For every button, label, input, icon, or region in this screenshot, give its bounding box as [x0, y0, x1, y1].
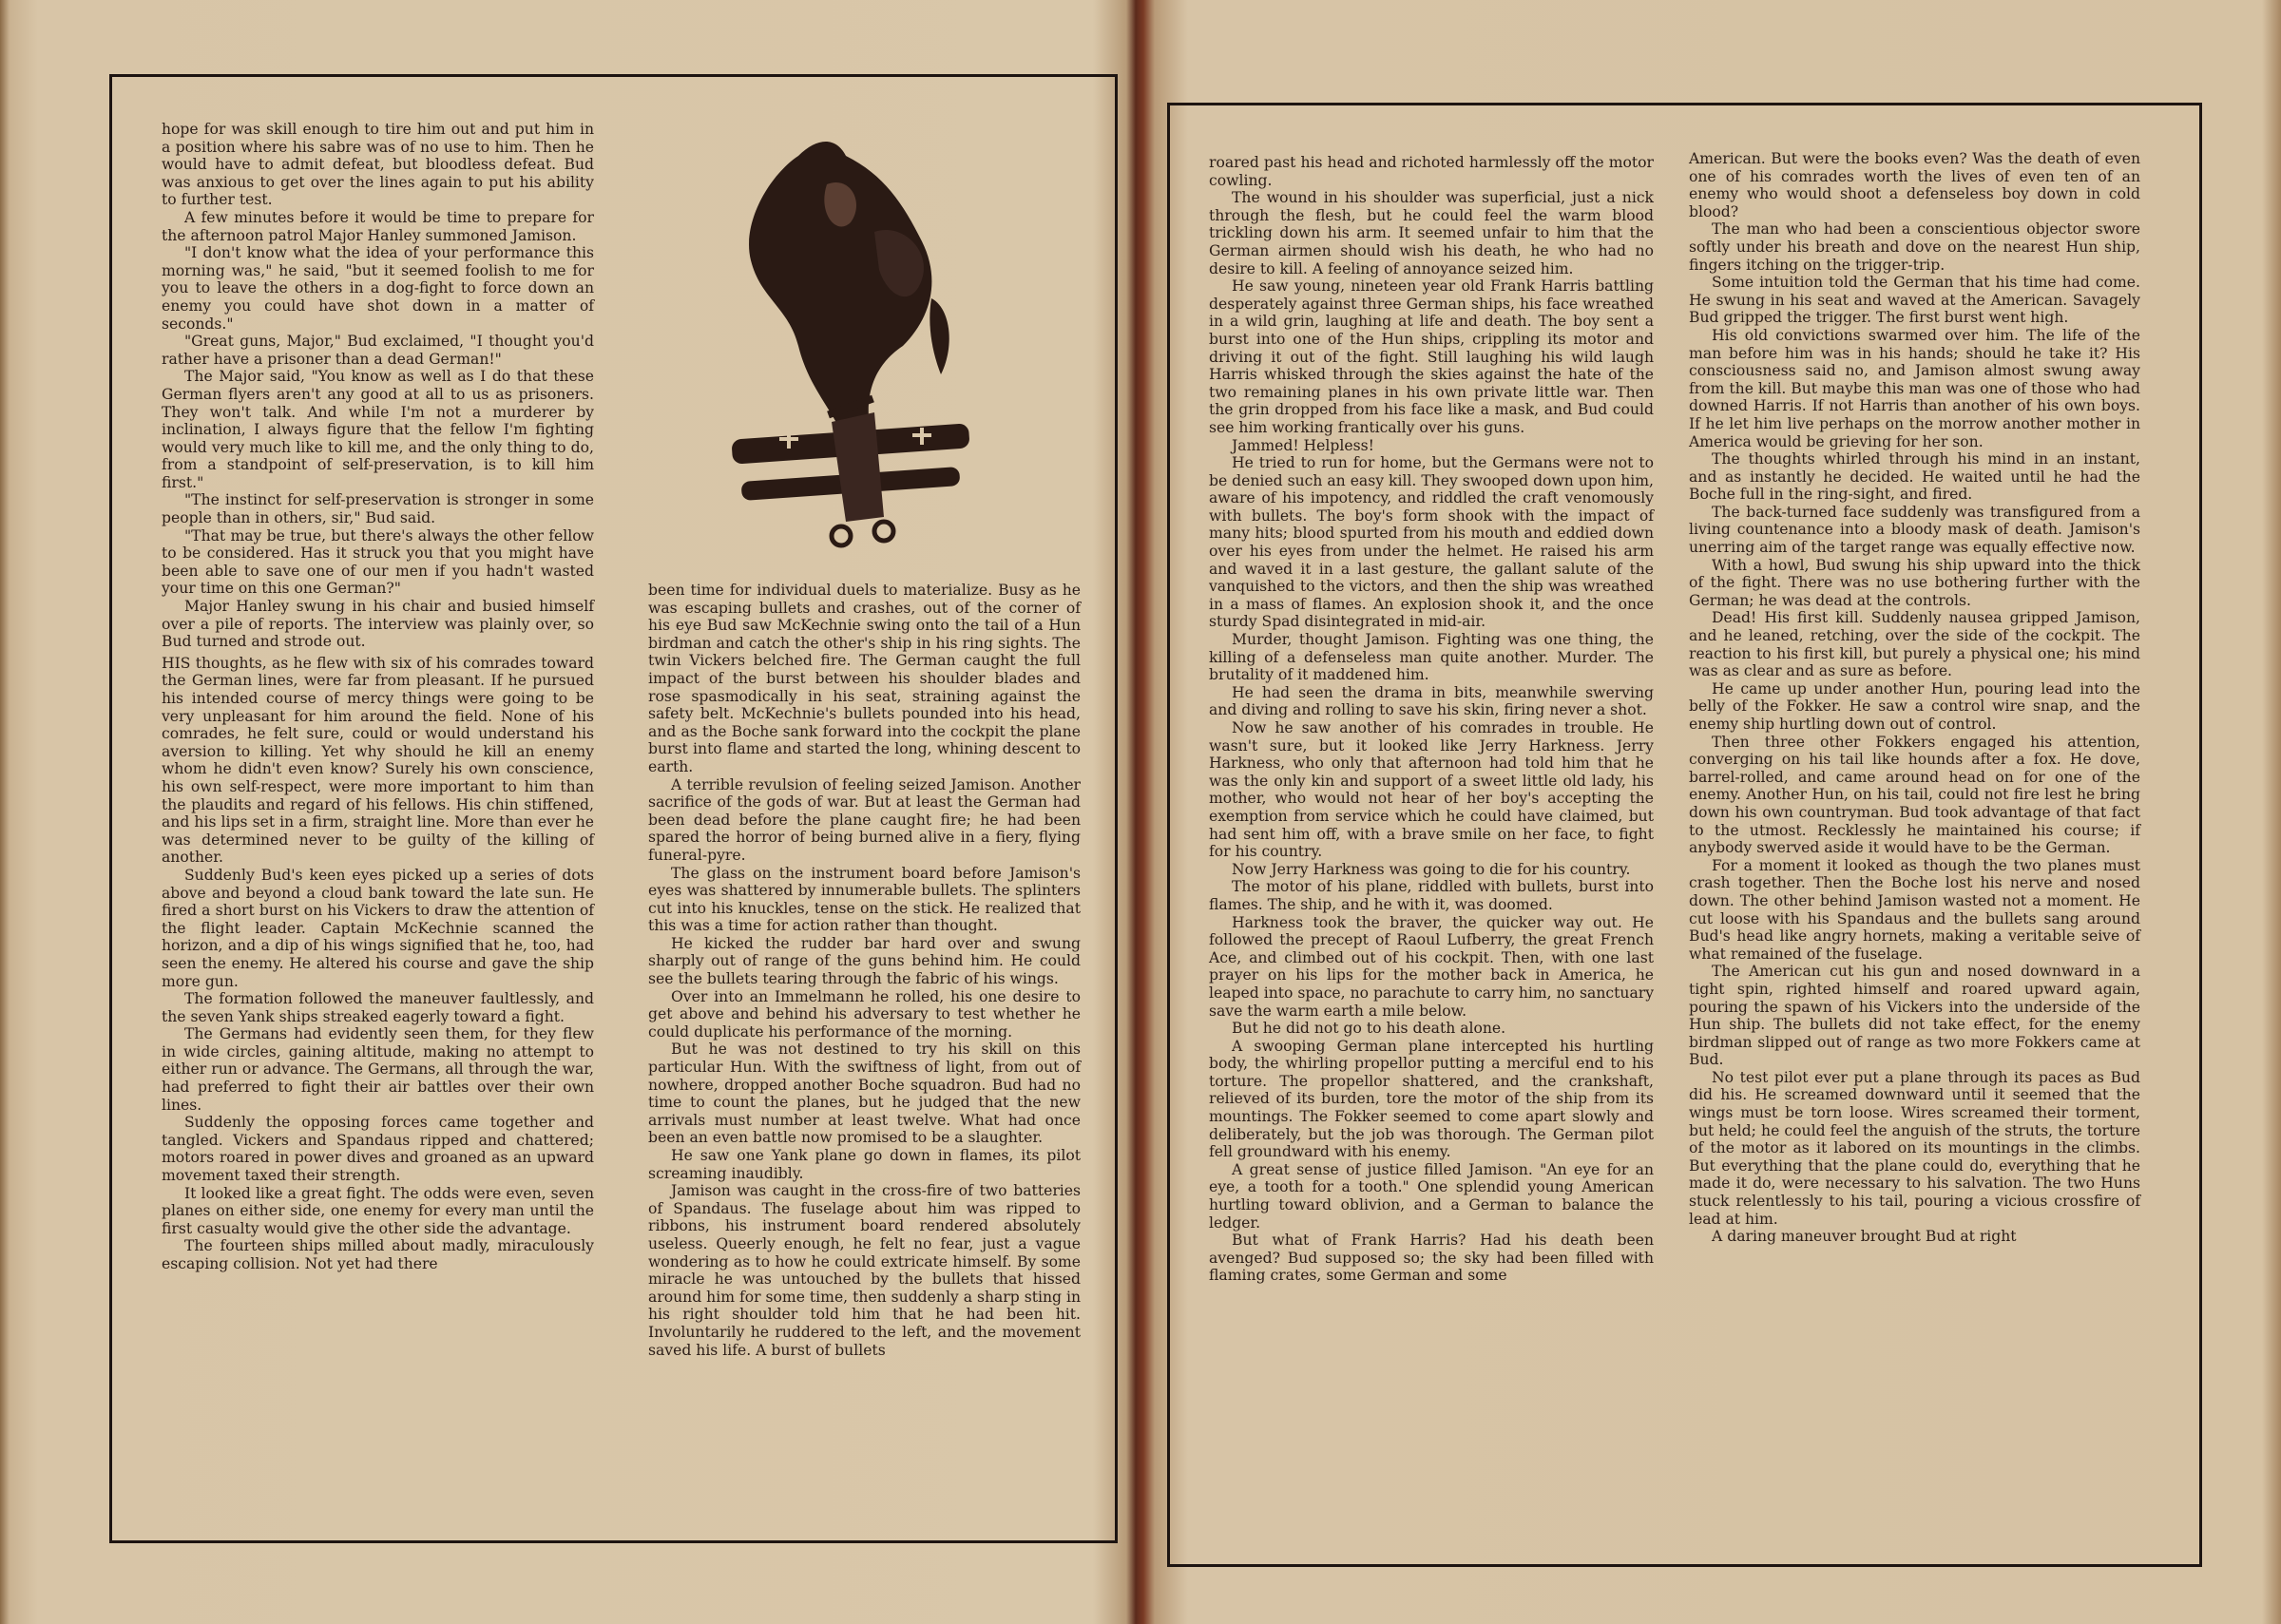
paragraph: "The instinct for self-preservation is stronger in some people than in others, sir," Bud said.	[162, 491, 594, 527]
paragraph: It looked like a great fight. The odds were even, seven planes on either side, one enemy for every man until the first casualty would give the other side the advantage.	[162, 1184, 594, 1237]
paragraph: The glass on the instrument board before Jamison's eyes was shattered by innumerable bullets. The splinters cut into his knuckles, tense on the stick. He realized that this was a time for action rather than thought.	[648, 864, 1081, 935]
paragraph: But he did not go to his death alone.	[1232, 1020, 1506, 1038]
burning-biplane-illustration	[684, 118, 1017, 564]
paragraph: The back-turned face suddenly was transfigured from a living countenance into a bloody mask of death. Jamison's unerring aim of the target range was equally effective now.	[1689, 503, 2140, 557]
paragraph: "That may be true, but there's always the other fellow to be considered. Has it struck you that you might have been able to save one of our men if you hadn't wasted your time on this one German?"	[162, 526, 594, 598]
paragraph: "I don't know what the idea of your performance this morning was," he said, "but it seemed foolish to me for you to leave the others in a dog-fight to force down an enemy you could have shot down in a matter of seconds."	[162, 244, 594, 333]
paragraph: Suddenly the opposing forces came together and tangled. Vickers and Spandaus ripped and chattered; motors roared in power dives and groaned as an upward movement taxed their strength.	[162, 1114, 594, 1185]
paragraph: But he was not destined to try his skill on this particular Hun. With the swiftness of light, from out of nowhere, dropped another Boche squadron. Bud had no time to count the planes, but he judged that the new arrivals must number at least twelve. What had once been an even battle now promised to be a slaughter.	[648, 1041, 1081, 1147]
paragraph: The thoughts whirled through his mind in an instant, and as instantly he decided. He waited until he had the Boche full in the ring-sight, and fired.	[1689, 450, 2140, 504]
paragraph: For a moment it looked as though the two planes must crash together. Then the Boche lost his nerve and nosed down. The other behind Jamison wasted not a moment. He cut loose with his Spandaus and the bullets sang around Bud's head like angry hornets, making a veritable seive of what remained of the fuselage.	[1689, 856, 2140, 963]
paragraph: He saw young, nineteen year old Frank Harris battling desperately against three German ships, his face wreathed in a wild grin, laughing at life and death. The boy sent a burst into one of the Hun ships, crippling its motor and driving it out of the fight. Still laughing his wild laugh Harris whisked through the skies against the hate of the two remaining planes in his own private little war. Then the grin dropped from his face like a mask, and Bud could see him working frantically over his guns.	[1209, 277, 1654, 436]
paragraph: With a howl, Bud swung his ship upward into the thick of the fight. There was no use bothering further with the German; he was dead at the controls.	[1689, 556, 2140, 609]
paragraph: Dead! His first kill. Suddenly nausea gripped Jamison, and he leaned, retching, over the side of the cockpit. The reaction to his first kill, but purely a physical one; his mind was as clear and as sure as before.	[1689, 609, 2140, 680]
paragraph: But what of Frank Harris? Had his death been avenged? Bud supposed so; the sky had been filled with flaming crates, some German and some	[1209, 1232, 1654, 1285]
biplane-icon	[684, 118, 1017, 564]
paragraph: He saw one Yank plane go down in flames, its pilot screaming inaudibly.	[648, 1147, 1081, 1182]
paragraph: The Major said, "You know as well as I do that these German flyers aren't any good at all to us as prisoners. They won't talk. And while I'm not a murderer by inclination, I always figure that the fellow I'm fighting would very much like to kill me, and the only thing to do, from a standpoint of self-preservation, is to kill him first."	[162, 368, 594, 491]
paragraph: The motor of his plane, riddled with bullets, burst into flames. The ship, and he with it, was doomed.	[1209, 878, 1654, 913]
paragraph: Then three other Fokkers engaged his attention, converging on his tail like hounds after a fox. He dove, barrel-rolled, and came around head on for one of the enemy. Another Hun, on his tail, could not fire lest he bring down his own countryman. Bud took advantage of that fact to the utmost. Recklessly he maintained his course; if anybody swerved aside it would have to be the German.	[1689, 733, 2140, 857]
paragraph: Some intuition told the German that his time had come. He swung in his seat and waved at the American. Savagely Bud gripped the trigger. The first burst went high.	[1689, 274, 2140, 327]
paragraph: A great sense of justice filled Jamison. "An eye for an eye, a tooth for a tooth." One splendid young American hurtling toward oblivion, and a German to balance the ledger.	[1209, 1160, 1654, 1232]
paragraph: Harkness took the braver, the quicker way out. He followed the precept of Raoul Lufberry, the great French Ace, and climbed out of his cockpit. Then, with one last prayer on his lips for the mother back in America, he leaped into space, no parachute to carry him, no sanctuary save the warm earth a mile below.	[1209, 913, 1654, 1020]
paragraph: "Great guns, Major," Bud exclaimed, "I thought you'd rather have a prisoner than a dead German!"	[162, 333, 594, 368]
right-column-1	[1209, 154, 1654, 1285]
paragraph: Over into an Immelmann he rolled, his one desire to get above and behind his adversary to test whether he could duplicate his performance of the morning.	[648, 987, 1081, 1041]
paragraph: He kicked the rudder bar hard over and swung sharply out of range of the guns behind him. He could see the bullets tearing through the fabric of his wings.	[648, 934, 1081, 988]
paragraph: He had seen the drama in bits, meanwhile swerving and diving and rolling to save his skin, firing never a shot.	[1209, 683, 1654, 719]
paragraph: The wound in his shoulder was superficial, just a nick through the flesh, but he could feel the warm blood trickling down his arm. It seemed unfair to him that the German airmen should wish his death, he who had no desire to kill. A feeling of annoyance seized him.	[1209, 189, 1654, 277]
paragraph: Now he saw another of his comrades in trouble. He wasn't sure, but it looked like Jerry Harkness. Jerry Harkness, who only that afternoon had told him that he was the only kin and support of a sweet little old lady, his mother, who would not hear of her boy's accepting the exemption from service which he could have claimed, but had sent him off, with a brave smile on her face, to fight for his country.	[1209, 719, 1654, 861]
section-start-paragraph: HIS thoughts, as he flew with six of his comrades toward the German lines, were far from pleasant. If he pursued his intended course of mercy things were going to be very unpleasant for him around the field. None of his comrades, he felt sure, could or would understand his aversion to killing. Yet why should he kill an enemy whom he didn't even know? Surely his own conscience, his own self-respect, were more important to him than the plaudits and regard of his fellows. His chin stiffened, and his lips set in a firm, straight line. More than ever he was determined never to be guilty of the killing of another.	[162, 654, 594, 867]
paragraph: been time for individual duels to materialize. Busy as he was escaping bullets and crashes, out of the corner of his eye Bud saw McKechnie swing onto the tail of a Hun birdman and catch the other's ship in his ring sights. The twin Vickers belched fire. The German caught the full impact of the burst between his shoulder blades and rose spasmodically in his seat, straining against the safety belt. McKechnie's bullets pounded into his head, and as the Boche sank forward into the cockpit the plane burst into flame and started the long, whining descent to earth.	[648, 582, 1081, 775]
paragraph: A terrible revulsion of feeling seized Jamison. Another sacrifice of the gods of war. But at least the German had been dead before the plane caught fire; he had been spared the horror of being burned alive in a fiery, flying funeral-pyre.	[648, 775, 1081, 864]
paragraph: Now Jerry Harkness was going to die for his country.	[1232, 860, 1631, 878]
left-column-2	[648, 582, 1081, 1359]
paragraph: The man who had been a conscientious objector swore softly under his breath and dove on the nearest Hun ship, fingers itching on the trigger-trip.	[1689, 220, 2140, 274]
paragraph: A few minutes before it would be time to prepare for the afternoon patrol Major Hanley summoned Jamison.	[162, 208, 594, 244]
paragraph: Major Hanley swung in his chair and busied himself over a pile of reports. The interview was plainly over, so Bud turned and strode out.	[162, 598, 594, 651]
paragraph: Jammed! Helpless!	[1232, 436, 1374, 454]
paragraph: roared past his head and richoted harmlessly off the motor cowling.	[1209, 154, 1654, 189]
paragraph: He came up under another Hun, pouring lead into the belly of the Fokker. He saw a control wire snap, and the enemy ship hurtling down out of control.	[1689, 679, 2140, 733]
paragraph: Murder, thought Jamison. Fighting was one thing, the killing of a defenseless man quite another. Murder. The brutality of it maddened him.	[1209, 631, 1654, 684]
paragraph: The formation followed the maneuver faultlessly, and the seven Yank ships streaked eagerly toward a fight.	[162, 990, 594, 1025]
left-page	[0, 0, 1131, 1624]
paragraph: The Germans had evidently seen them, for they flew in wide circles, gaining altitude, making no attempt to either run or advance. The Germans, all through the war, had preferred to fight their air battles over their own lines.	[162, 1025, 594, 1114]
paragraph: No test pilot ever put a plane through its paces as Bud did his. He screamed downward until it seemed that the wings must be torn loose. Wires screamed their torment, but held; he could feel the anguish of the struts, the torture of the motor as it labored on its mountings in the climbs. But everything that the plane could do, everything that he made it do, were necessary to his salvation. The two Huns stuck relentlessly to his tail, pouring a vicious crossfire of lead at him.	[1689, 1068, 2140, 1228]
paragraph: A daring maneuver brought Bud at right	[1712, 1228, 2017, 1246]
left-column-1	[162, 121, 594, 1273]
paragraph: He tried to run for home, but the Germans were not to be denied such an easy kill. They swooped down upon him, aware of his impotency, and riddled the craft venomously with bullets. The boy's form shook with the impact of many hits; blood spurted from his mouth and eddied down over his eyes from under the helmet. He raised his arm and waved it in a last gesture, the gallant salute of the vanquished to the victors, and then the ship was wreathed in a mass of flames. An explosion shook it, and the once sturdy Spad disintegrated in mid-air.	[1209, 454, 1654, 631]
paragraph: His old convictions swarmed over him. The life of the man before him was in his hands; should he take it? His consciousness said no, and Jamison almost swung away from the kill. But maybe this man was one of those who had downed Harris. If not Harris than another of his own boys. If he let him live perhaps on the morrow another mother in America would be grieving for her son.	[1689, 326, 2140, 450]
paragraph: hope for was skill enough to tire him out and put him in a position where his sabre was of no use to him. Then he would have to admit defeat, but bloodless defeat. Bud was anxious to get over the lines again to put his ability to further test.	[162, 121, 594, 209]
paragraph: The fourteen ships milled about madly, miraculously escaping collision. Not yet had there	[162, 1237, 594, 1272]
right-column-2	[1689, 150, 2140, 1246]
paragraph: The American cut his gun and nosed downward in a tight spin, righted himself and roared upward again, pouring the spawn of his Vickers into the underside of the Hun ship. The bullets did not take effect, for the enemy birdman slipped out of range as two more Fokkers came at Bud.	[1689, 963, 2140, 1069]
paragraph: Suddenly Bud's keen eyes picked up a series of dots above and beyond a cloud bank toward the late sun. He fired a short burst on his Vickers to draw the attention of the flight leader. Captain McKechnie scanned the horizon, and a dip of his wings signified that he, too, had seen the enemy. He altered his course and gave the ship more gun.	[162, 866, 594, 990]
paragraph: A swooping German plane intercepted his hurtling body, the whirling propellor putting a merciful end to his torture. The propellor shattered, and the crankshaft, relieved of its burden, tore the motor of the ship from its mountings. The Fokker seemed to come apart slowly and deliberately, but the job was thorough. The German pilot fell groundward with his enemy.	[1209, 1037, 1654, 1161]
paragraph: Jamison was caught in the cross-fire of two batteries of Spandaus. The fuselage about him was ripped to ribbons, his instrument board rendered absolutely useless. Queerly enough, he felt no fear, just a vague wondering as to how he could extricate himself. By some miracle he was untouched by the bullets that hissed around him for some time, then suddenly a sharp sting in his right shoulder told him that he had been hit. Involuntarily he ruddered to the left, and the movement saved his life. A burst of bullets	[648, 1182, 1081, 1359]
paragraph: American. But were the books even? Was the death of even one of his comrades worth the lives of even ten of an enemy who would shoot a defenseless boy down in cold blood?	[1689, 150, 2140, 220]
